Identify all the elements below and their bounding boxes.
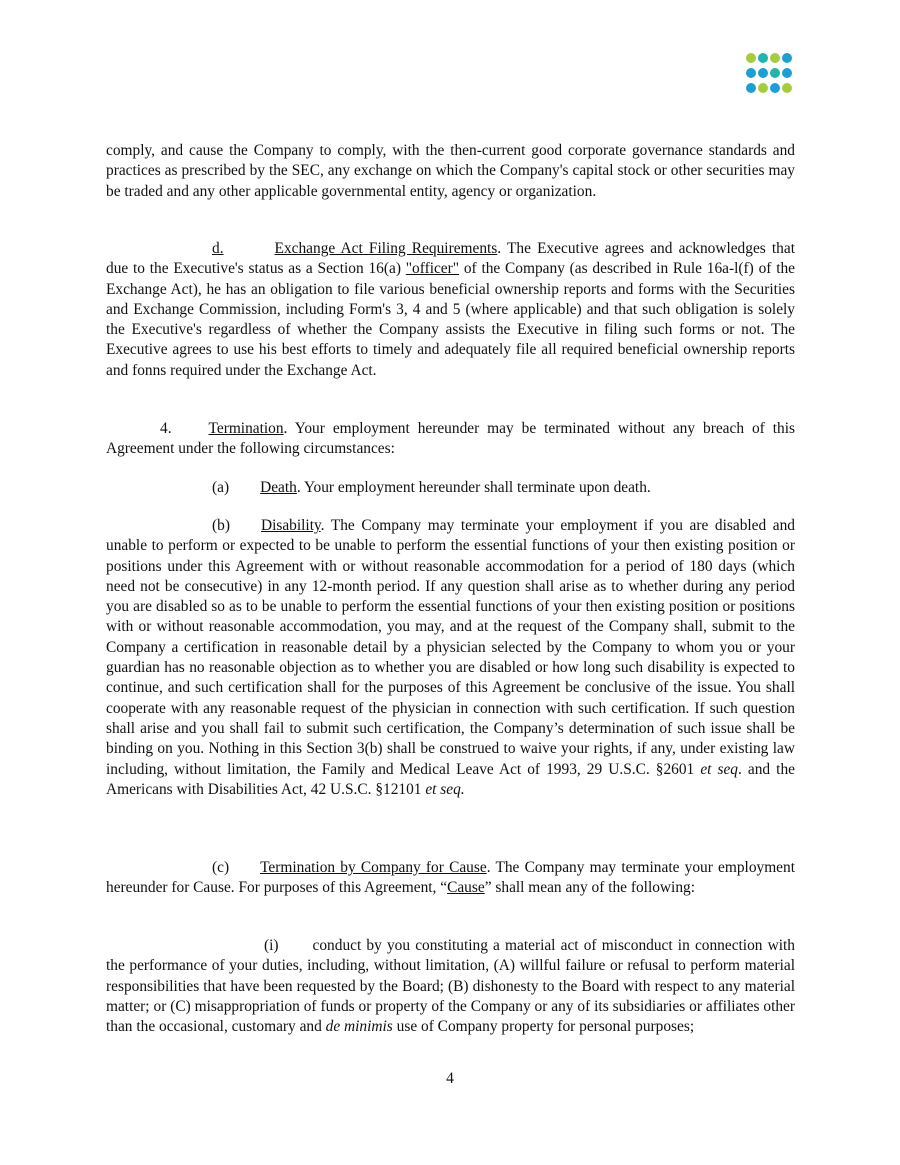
item-c-text-2: ” shall mean any of the following: [484, 879, 695, 897]
item-b-et-seq-1: et seq [700, 760, 738, 778]
item-b-et-seq-2: et seq. [425, 780, 465, 798]
item-a-label: (a) [212, 479, 230, 496]
section-d-text-1: . The Executive agrees and acknowledges that due to the Executive's status as a Section 16(a) [106, 240, 795, 278]
item-b-heading: Disability [260, 517, 321, 534]
officer-term: "officer" [405, 260, 460, 278]
de-minimis-term: de minimis [325, 1018, 393, 1036]
item-a-text: . Your employment hereunder shall terminate upon death. [296, 479, 651, 496]
cause-term: Cause [447, 879, 485, 897]
section-4-heading: Termination [208, 420, 284, 437]
item-b-label: (b) [212, 517, 230, 534]
intro-paragraph [106, 141, 795, 202]
item-i-label: (i) [264, 937, 279, 954]
item-c-text-1: . The Company may terminate your employment hereunder for Cause. For purposes of this Agreement, “ [106, 859, 795, 897]
section-d-label: d. [212, 240, 224, 257]
dot-grid-logo-icon [745, 52, 793, 100]
item-i-text-1: conduct by you constituting a material act of misconduct in connection with the performance of your duties, including, without limitation, (A) willful failure or refusal to perform material responsibilities that have been requested by the Board; (B) dishonesty to the Board with respect to any material matter; or (C) misappropriation of funds or property of the Company or any of its subsidiaries or affiliates other than the occasional, customary and [106, 937, 795, 1036]
item-i-text-2: use of Company property for personal purposes; [392, 1018, 695, 1036]
item-b-text: . The Company may terminate your employment if you are disabled and unable to perform or expected to be unable to perform the essential functions of your then existing position or positions under this Agreement with or without reasonable accommodation for a period of 180 days (which need not be consecutive) in any 12-month period. If any question shall arise as to whether during any period you are disabled so as to be unable to perform the essential functions of your then existing position or positions with or without reasonable accommodation, you may, and at the request of the Company shall, submit to the Company a certification in reasonable detail by a physician selected by the Company to whom you or your guardian has no reasonable objection as to whether you are disabled or how long such disability is expected to continue, and such certification shall for the purposes of this Agreement be conclusive of the issue. You shall cooperate with any reasonable request of the physician in connection with such certification. If such question shall arise and you shall fail to submit such certification, the Company’s determination of such issue shall be binding on you. Nothing in this Section 3(b) shall be construed to waive your rights, if any, under existing law including, without limitation, the Family and Medical Leave Act of 1993, 29 U.S.C. §2601 [106, 517, 795, 778]
section-4-text: . Your employment hereunder may be terminated without any breach of this Agreement under the following circumstances: [106, 420, 795, 458]
item-c-heading: Termination by Company for Cause [260, 859, 487, 876]
intro-text: comply, and cause the Company to comply, with the then-current good corporate governance standards and practices as prescribed by the SEC, any exchange on which the Company's capital stock or other securities may be traded and any other applicable governmental entity, agency or organization. [106, 142, 795, 200]
item-c-label: (c) [212, 859, 230, 876]
item-c-paragraph [106, 858, 795, 899]
item-a-heading: Death [260, 479, 297, 496]
section-d-paragraph [106, 239, 795, 381]
section-4-paragraph [106, 419, 795, 460]
section-4-number: 4. [160, 420, 172, 437]
item-i-paragraph [106, 936, 795, 1037]
section-d-text-2: of the Company (as described in Rule 16a-l(f) of the Exchange Act), he has an obligation to file various beneficial ownership reports and forms with the Securities and Exchange Commission, including Form's 3, 4 and 5 (where applicable) and that such obligation is solely the Executive's regardless of whether the Company assists the Executive in filing such forms or not. The Executive agrees to use his best efforts to timely and adequately file all required beneficial ownership reports and fonns required under the Exchange Act. [106, 260, 795, 379]
item-a-paragraph [106, 478, 795, 498]
page-number: 4 [446, 1070, 454, 1087]
item-b-text-2: . and the Americans with Disabilities Act, 42 U.S.C. §12101 [106, 760, 795, 798]
section-d-heading: Exchange Act Filing Requirements [274, 240, 498, 257]
item-b-paragraph [106, 516, 795, 800]
